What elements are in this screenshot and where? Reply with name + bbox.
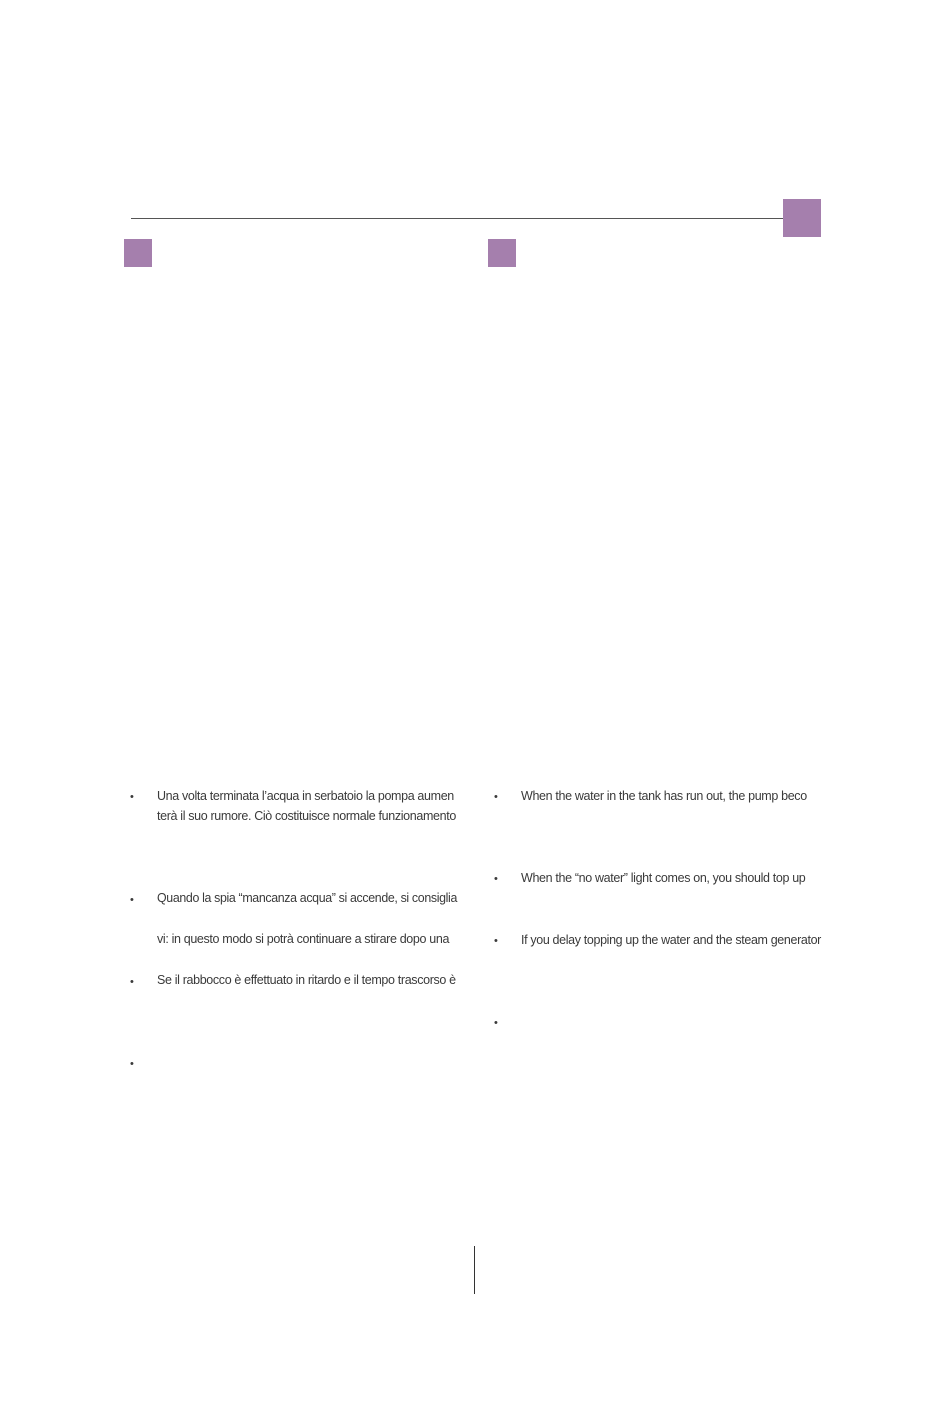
bullet-point: • — [130, 894, 134, 906]
list-item-text: Se il rabbocco è effettuato in ritardo e il tempo trascorso è — [157, 973, 456, 987]
right-column-section-marker — [488, 239, 516, 267]
left-column-section-marker — [124, 239, 152, 267]
list-item-text: Una volta terminata l’acqua in serbatoio la pompa aumen — [157, 789, 454, 803]
list-item-text: If you delay topping up the water and the steam generator — [521, 933, 821, 947]
bullet-point: • — [494, 791, 498, 803]
header-accent-square — [783, 199, 821, 237]
bullet-point: • — [494, 873, 498, 885]
bullet-point: • — [130, 791, 134, 803]
bullet-point: • — [130, 1058, 134, 1070]
list-item-text: When the water in the tank has run out, the pump beco — [521, 789, 807, 803]
list-item-text: When the “no water” light comes on, you should top up — [521, 871, 806, 885]
page-divider-rule — [474, 1246, 475, 1294]
bullet-point: • — [494, 1017, 498, 1029]
list-item-text: Quando la spia “mancanza acqua” si accende, si consiglia — [157, 891, 457, 905]
list-item-text: vi: in questo modo si potrà continuare a stirare dopo una — [157, 932, 450, 946]
bullet-point: • — [130, 976, 134, 988]
header-rule — [131, 218, 783, 219]
bullet-point: • — [494, 935, 498, 947]
list-item-text: terà il suo rumore. Ciò costituisce normale funzionamento — [157, 809, 456, 823]
